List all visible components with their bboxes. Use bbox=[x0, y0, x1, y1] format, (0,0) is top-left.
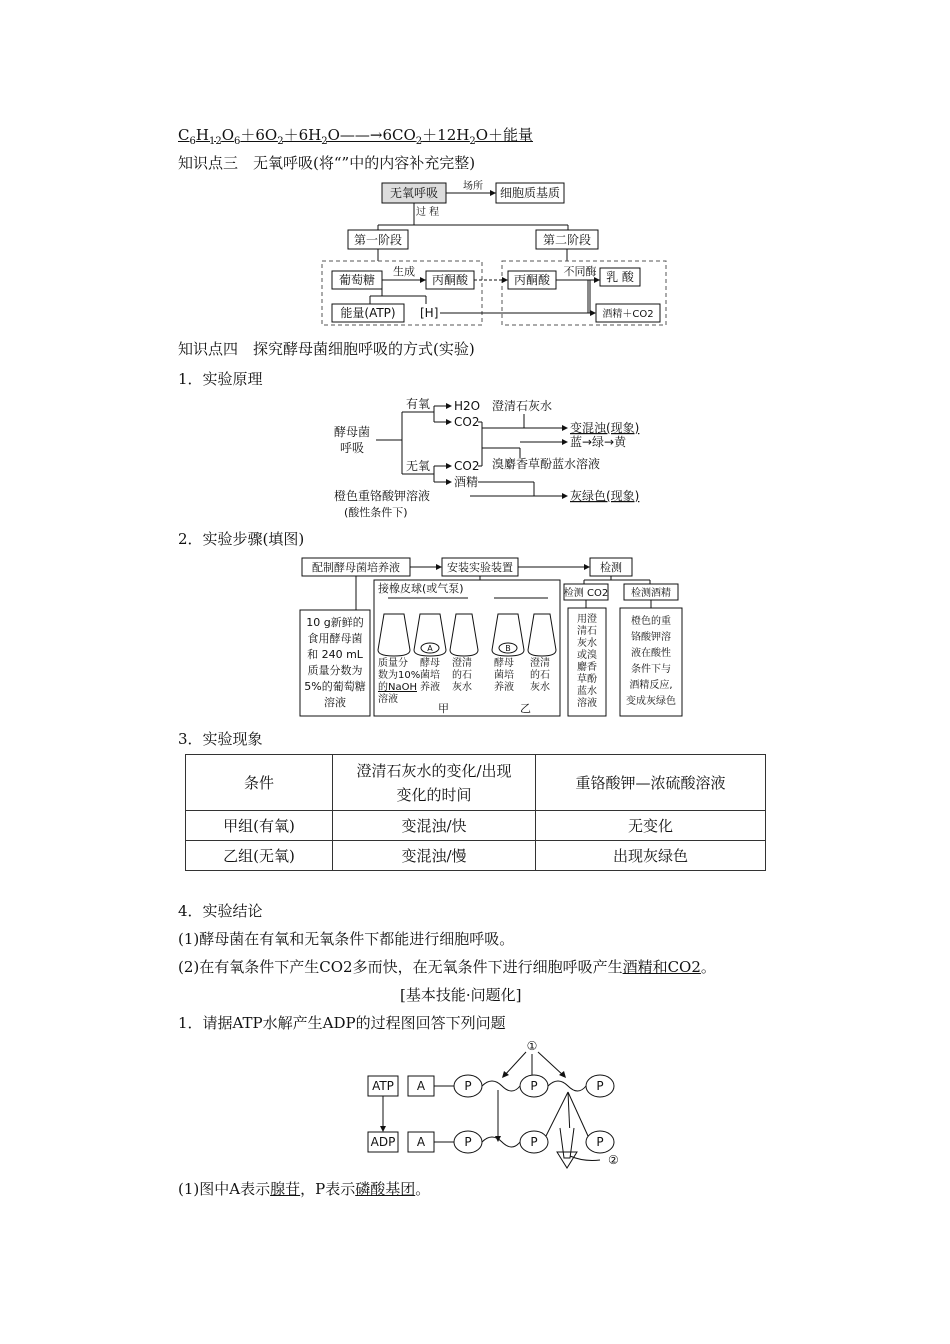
svg-text:或溴: 或溴 bbox=[577, 650, 597, 661]
svg-text:检测 CO2: 检测 CO2 bbox=[563, 588, 609, 599]
svg-text:变成灰绿色: 变成灰绿色 bbox=[626, 696, 676, 707]
svg-text:乳 酸: 乳 酸 bbox=[606, 270, 634, 284]
conclusion-title: 4．实验结论 bbox=[178, 902, 263, 920]
table-header: 重铬酸钾—浓硫酸溶液 bbox=[536, 755, 766, 811]
svg-text:麝香: 麝香 bbox=[577, 662, 597, 673]
table-row bbox=[186, 755, 766, 811]
table-cell: 变混浊/快 bbox=[333, 811, 536, 841]
svg-text:蓝水: 蓝水 bbox=[577, 686, 597, 697]
svg-text:酵母: 酵母 bbox=[420, 658, 440, 669]
results-table bbox=[185, 754, 766, 871]
svg-text:液在酸性: 液在酸性 bbox=[631, 648, 671, 659]
phenomena-title: 3．实验现象 bbox=[178, 730, 263, 748]
svg-text:草酚: 草酚 bbox=[577, 674, 597, 685]
svg-text:澄清: 澄清 bbox=[452, 658, 472, 669]
svg-text:P: P bbox=[596, 1135, 604, 1149]
svg-text:CO2: CO2 bbox=[454, 415, 480, 429]
svg-text:澄清: 澄清 bbox=[530, 658, 550, 669]
svg-text:酒精＋CO2: 酒精＋CO2 bbox=[602, 309, 654, 320]
svg-text:铬酸钾溶: 铬酸钾溶 bbox=[631, 632, 671, 643]
svg-text:P: P bbox=[530, 1079, 538, 1093]
table-cell: 乙组(无氧) bbox=[186, 841, 333, 871]
svg-text:ATP: ATP bbox=[372, 1079, 394, 1093]
svg-text:溴麝香草酚蓝水溶液: 溴麝香草酚蓝水溶液 bbox=[492, 457, 601, 471]
svg-text:澄清石灰水: 澄清石灰水 bbox=[492, 399, 553, 413]
svg-text:不同酶: 不同酶 bbox=[563, 265, 597, 278]
table-header: 条件 bbox=[186, 755, 333, 811]
atp-diagram bbox=[364, 1036, 634, 1170]
anaerobic-diagram bbox=[318, 178, 670, 328]
svg-text:P: P bbox=[530, 1135, 538, 1149]
svg-text:溶液: 溶液 bbox=[324, 696, 346, 709]
svg-text:丙酮酸: 丙酮酸 bbox=[513, 273, 551, 287]
svg-text:溶液: 溶液 bbox=[577, 698, 597, 709]
svg-text:场所: 场所 bbox=[463, 181, 483, 192]
svg-text:质量分数为: 质量分数为 bbox=[307, 664, 363, 677]
svg-text:数为10%: 数为10% bbox=[378, 670, 421, 681]
svg-text:乙: 乙 bbox=[520, 702, 531, 715]
svg-text:A: A bbox=[416, 1135, 426, 1149]
svg-text:第二阶段: 第二阶段 bbox=[542, 233, 592, 247]
svg-text:A: A bbox=[427, 644, 433, 653]
table-cell: 甲组(有氧) bbox=[186, 811, 333, 841]
principle-title: 1．实验原理 bbox=[178, 370, 263, 388]
svg-text:P: P bbox=[464, 1079, 472, 1093]
svg-text:橙色重铬酸钾溶液: 橙色重铬酸钾溶液 bbox=[334, 489, 431, 503]
svg-text:甲: 甲 bbox=[438, 702, 449, 715]
svg-text:ADP: ADP bbox=[370, 1135, 396, 1149]
svg-text:无氧呼吸: 无氧呼吸 bbox=[389, 186, 439, 200]
steps-title: 2．实验步骤(填图) bbox=[178, 530, 305, 548]
conclusion-2: (2)在有氧条件下产生CO2多而快，在无氧条件下进行细胞呼吸产生酒精和CO2。 bbox=[178, 958, 716, 976]
svg-text:(酸性条件下): (酸性条件下) bbox=[344, 506, 408, 519]
svg-text:葡萄糖: 葡萄糖 bbox=[338, 273, 376, 287]
svg-text:检测: 检测 bbox=[600, 561, 622, 574]
svg-text:养液: 养液 bbox=[494, 682, 514, 693]
svg-text:灰水: 灰水 bbox=[577, 638, 597, 649]
svg-text:P: P bbox=[596, 1079, 604, 1093]
svg-text:B: B bbox=[505, 644, 511, 653]
table-cell: 无变化 bbox=[536, 811, 766, 841]
svg-text:灰绿色(现象): 灰绿色(现象) bbox=[570, 489, 640, 503]
table-header: 澄清石灰水的变化/出现 变化的时间 bbox=[333, 755, 536, 811]
svg-text:蓝→绿→黄: 蓝→绿→黄 bbox=[570, 435, 627, 449]
svg-text:能量(ATP): 能量(ATP) bbox=[340, 306, 396, 320]
steps-diagram bbox=[298, 552, 690, 722]
svg-text:①: ① bbox=[526, 1039, 538, 1053]
section3-title: 知识点三 无氧呼吸(将“”中的内容补充完整) bbox=[178, 154, 476, 172]
svg-text:5%的葡萄糖: 5%的葡萄糖 bbox=[304, 680, 366, 693]
svg-text:②: ② bbox=[608, 1153, 619, 1167]
svg-text:的石: 的石 bbox=[530, 670, 550, 681]
svg-text:[H]: [H] bbox=[420, 306, 439, 320]
svg-text:变混浊(现象): 变混浊(现象) bbox=[570, 421, 640, 435]
svg-text:生成: 生成 bbox=[393, 265, 415, 278]
svg-text:灰水: 灰水 bbox=[530, 682, 550, 693]
svg-text:的NaOH: 的NaOH bbox=[378, 682, 417, 693]
principle-diagram bbox=[330, 392, 690, 522]
svg-text:酵母: 酵母 bbox=[494, 658, 514, 669]
svg-text:有氧: 有氧 bbox=[406, 397, 431, 411]
svg-text:第一阶段: 第一阶段 bbox=[353, 233, 403, 247]
svg-text:的石: 的石 bbox=[452, 670, 472, 681]
section4-title: 知识点四 探究酵母菌细胞呼吸的方式(实验) bbox=[178, 340, 475, 358]
skills-title: [基本技能·问题化] bbox=[400, 986, 522, 1004]
svg-text:用澄: 用澄 bbox=[577, 614, 597, 625]
table-cell: 变混浊/慢 bbox=[333, 841, 536, 871]
svg-text:酒精: 酒精 bbox=[454, 475, 479, 489]
answer-1: (1)图中A表示腺苷，P表示磷酸基团。 bbox=[178, 1180, 431, 1198]
svg-text:10 g新鲜的: 10 g新鲜的 bbox=[306, 616, 364, 629]
svg-text:接橡皮球(或气泵): 接橡皮球(或气泵) bbox=[378, 582, 464, 595]
table-row bbox=[186, 841, 766, 871]
svg-text:A: A bbox=[416, 1079, 426, 1093]
svg-text:条件下与: 条件下与 bbox=[631, 664, 671, 675]
svg-text:安装实验装置: 安装实验装置 bbox=[447, 561, 513, 574]
svg-text:细胞质基质: 细胞质基质 bbox=[499, 186, 561, 200]
svg-text:菌培: 菌培 bbox=[494, 670, 514, 681]
respiration-equation: $C_6H_{12}O_6+6O_2+6H_2O——\to 6CO_2+12H_2O+$能量 bbox=[178, 126, 534, 147]
svg-text:丙酮酸: 丙酮酸 bbox=[431, 273, 469, 287]
svg-text:橙色的重: 橙色的重 bbox=[631, 616, 671, 627]
svg-text:质量分: 质量分 bbox=[378, 658, 408, 669]
svg-text:检测酒精: 检测酒精 bbox=[631, 588, 671, 599]
svg-text:CO2: CO2 bbox=[454, 459, 480, 473]
table-cell: 出现灰绿色 bbox=[536, 841, 766, 871]
svg-text:过 程: 过 程 bbox=[416, 207, 440, 218]
table-row bbox=[186, 811, 766, 841]
svg-text:清石: 清石 bbox=[577, 626, 597, 637]
svg-text:溶液: 溶液 bbox=[378, 694, 398, 705]
svg-text:养液: 养液 bbox=[420, 682, 440, 693]
svg-text:P: P bbox=[464, 1135, 472, 1149]
conclusion-1: (1)酵母菌在有氧和无氧条件下都能进行细胞呼吸。 bbox=[178, 930, 515, 948]
svg-text:H2O: H2O bbox=[454, 399, 481, 413]
svg-text:酵母菌: 酵母菌 bbox=[333, 425, 371, 439]
svg-text:呼吸: 呼吸 bbox=[339, 441, 365, 455]
svg-text:和 240 mL: 和 240 mL bbox=[307, 648, 363, 661]
svg-text:无氧: 无氧 bbox=[406, 459, 431, 473]
svg-text:食用酵母菌: 食用酵母菌 bbox=[307, 632, 363, 645]
svg-text:配制酵母菌培养液: 配制酵母菌培养液 bbox=[312, 561, 400, 574]
svg-text:菌培: 菌培 bbox=[420, 670, 440, 681]
svg-text:酒精反应,: 酒精反应, bbox=[629, 680, 673, 691]
question-1: 1．请据ATP水解产生ADP的过程图回答下列问题 bbox=[178, 1014, 506, 1032]
svg-text:灰水: 灰水 bbox=[452, 682, 472, 693]
